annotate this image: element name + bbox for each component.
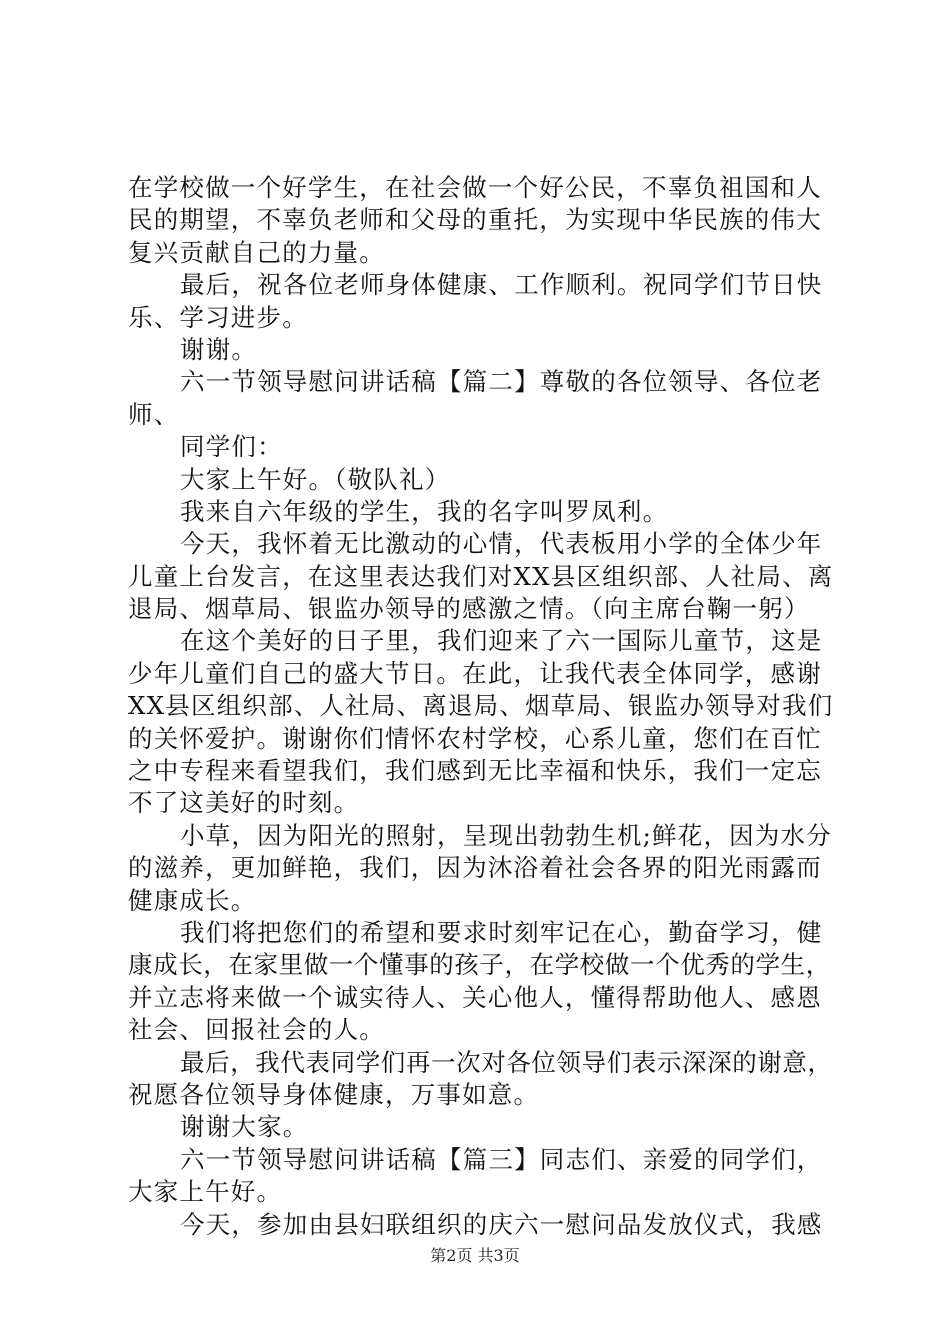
text-line: 六一节领导慰问讲话稿【篇三】同志们、亲爱的同学们， [180, 1144, 823, 1174]
text-line: 健康成长。 [128, 885, 257, 915]
text-line: 祝愿各位领导身体健康，万事如意。 [128, 1079, 540, 1109]
text-line: 最后，祝各位老师身体健康、工作顺利。祝同学们节日快 [180, 270, 823, 300]
text-line: 今天，参加由县妇联组织的庆六一慰问品发放仪式，我感 [180, 1209, 823, 1239]
text-line: 我们将把您们的希望和要求时刻牢记在心，勤奋学习，健 [180, 917, 823, 947]
text-line: 今天，我怀着无比激动的心情，代表板用小学的全体少年 [180, 529, 823, 559]
text-line: 师、 [128, 399, 180, 429]
text-line: 之中专程来看望我们，我们感到无比幸福和快乐，我们一定忘 [128, 756, 822, 786]
text-line: 民的期望，不辜负老师和父母的重托，为实现中华民族的伟大 [128, 205, 822, 235]
text-line: 六一节领导慰问讲话稿【篇二】尊敬的各位领导、各位老 [180, 367, 823, 397]
text-line: 谢谢。 [180, 334, 258, 364]
text-line: 大家上午好。 [128, 1177, 283, 1207]
text-line: 少年儿童们自己的盛大节日。在此，让我代表全体同学，感谢 [128, 658, 822, 688]
text-line: 在这个美好的日子里，我们迎来了六一国际儿童节，这是 [180, 626, 823, 656]
text-line: 社会、回报社会的人。 [128, 1015, 385, 1045]
page-footer: 第2页 共3页 [430, 1246, 520, 1265]
text-line: 在学校做一个好学生，在社会做一个好公民，不辜负祖国和人 [128, 173, 822, 202]
text-line: 谢谢大家。 [180, 1112, 309, 1142]
text-line: 我来自六年级的学生，我的名字叫罗凤利。 [180, 496, 669, 526]
text-line: 退局、烟草局、银监办领导的感激之情。（向主席台鞠一躬） [128, 594, 810, 624]
text-line: 康成长，在家里做一个懂事的孩子，在学校做一个优秀的学生， [128, 950, 831, 980]
text-line: 乐、学习进步。 [128, 302, 308, 332]
text-line: 大家上午好。（敬队礼） [180, 464, 451, 494]
text-line: 小草，因为阳光的照射，呈现出勃勃生机;鲜花，因为水分 [180, 820, 832, 850]
text-line: 的滋养，更加鲜艳，我们，因为沐浴着社会各界的阳光雨露而 [128, 853, 822, 883]
text-line: 最后，我代表同学们再一次对各位领导们表示深深的谢意， [180, 1047, 833, 1077]
text-line: 同学们： [180, 432, 283, 462]
text-line: 复兴贡献自己的力量。 [128, 237, 385, 267]
text-line: 并立志将来做一个诚实待人、关心他人，懂得帮助他人、感恩 [128, 982, 822, 1012]
text-line: XX县区组织部、人社局、离退局、烟草局、银监办领导对我们 [128, 691, 834, 721]
text-line: 的关怀爱护。谢谢你们情怀农村学校，心系儿童，您们在百忙 [128, 723, 822, 753]
document-body [128, 172, 834, 1241]
text-line: 儿童上台发言，在这里表达我们对XX县区组织部、人社局、离 [128, 561, 834, 591]
text-line: 不了这美好的时刻。 [128, 788, 360, 818]
